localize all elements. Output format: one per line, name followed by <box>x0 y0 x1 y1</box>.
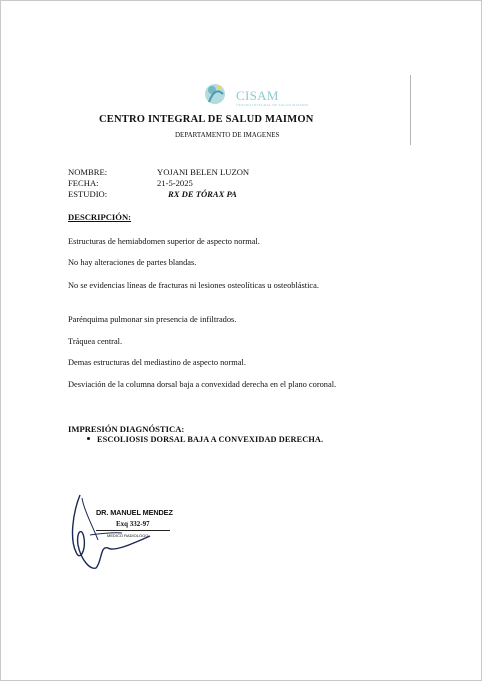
department-title: DEPARTAMENTO DE IMAGENES <box>175 131 280 139</box>
description-paragraph: Demas estructuras del mediastino de aspecto normal. <box>68 358 246 367</box>
logo-subtext: CENTRO INTEGRAL DE SALUD MAIMON <box>236 103 309 107</box>
name-label: NOMBRE: <box>68 167 108 177</box>
date-label: FECHA: <box>68 178 99 188</box>
impression-item: ESCOLIOSIS DORSAL BAJA A CONVEXIDAD DERECHA. <box>97 435 324 444</box>
description-paragraph: No hay alteraciones de partes blandas. <box>68 258 197 267</box>
bullet-icon <box>87 437 90 440</box>
name-value: YOJANI BELEN LUZON <box>157 167 250 177</box>
date-value: 21-5-2025 <box>157 178 193 188</box>
description-paragraph: No se evidencias líneas de fracturas ni lesiones osteolíticas u osteoblástica. <box>68 281 319 290</box>
description-heading: DESCRIPCIÓN: <box>68 212 132 222</box>
clinic-title: CENTRO INTEGRAL DE SALUD MAIMON <box>99 114 314 125</box>
margin-line <box>410 75 411 145</box>
description-paragraph: Desviación de la columna dorsal baja a convexidad derecha en el plano coronal. <box>68 380 337 389</box>
study-label: ESTUDIO: <box>68 189 108 199</box>
impression-heading: IMPRESIÓN DIAGNÓSTICA: <box>68 424 185 434</box>
signature-role: MEDICO RADIOLOGO <box>107 533 149 538</box>
logo-text: CISAM <box>236 88 279 103</box>
study-value: RX DE TÓRAX PA <box>168 189 237 199</box>
description-paragraph: Parénquima pulmonar sin presencia de infiltrados. <box>68 315 237 324</box>
signature-name: DR. MANUEL MENDEZ <box>96 508 173 517</box>
signature-registry: Exq 332-97 <box>116 520 150 528</box>
signature-line <box>96 530 170 531</box>
description-paragraph: Estructuras de hemiabdomen superior de aspecto normal. <box>68 237 260 246</box>
description-paragraph: Tráquea central. <box>68 337 123 346</box>
